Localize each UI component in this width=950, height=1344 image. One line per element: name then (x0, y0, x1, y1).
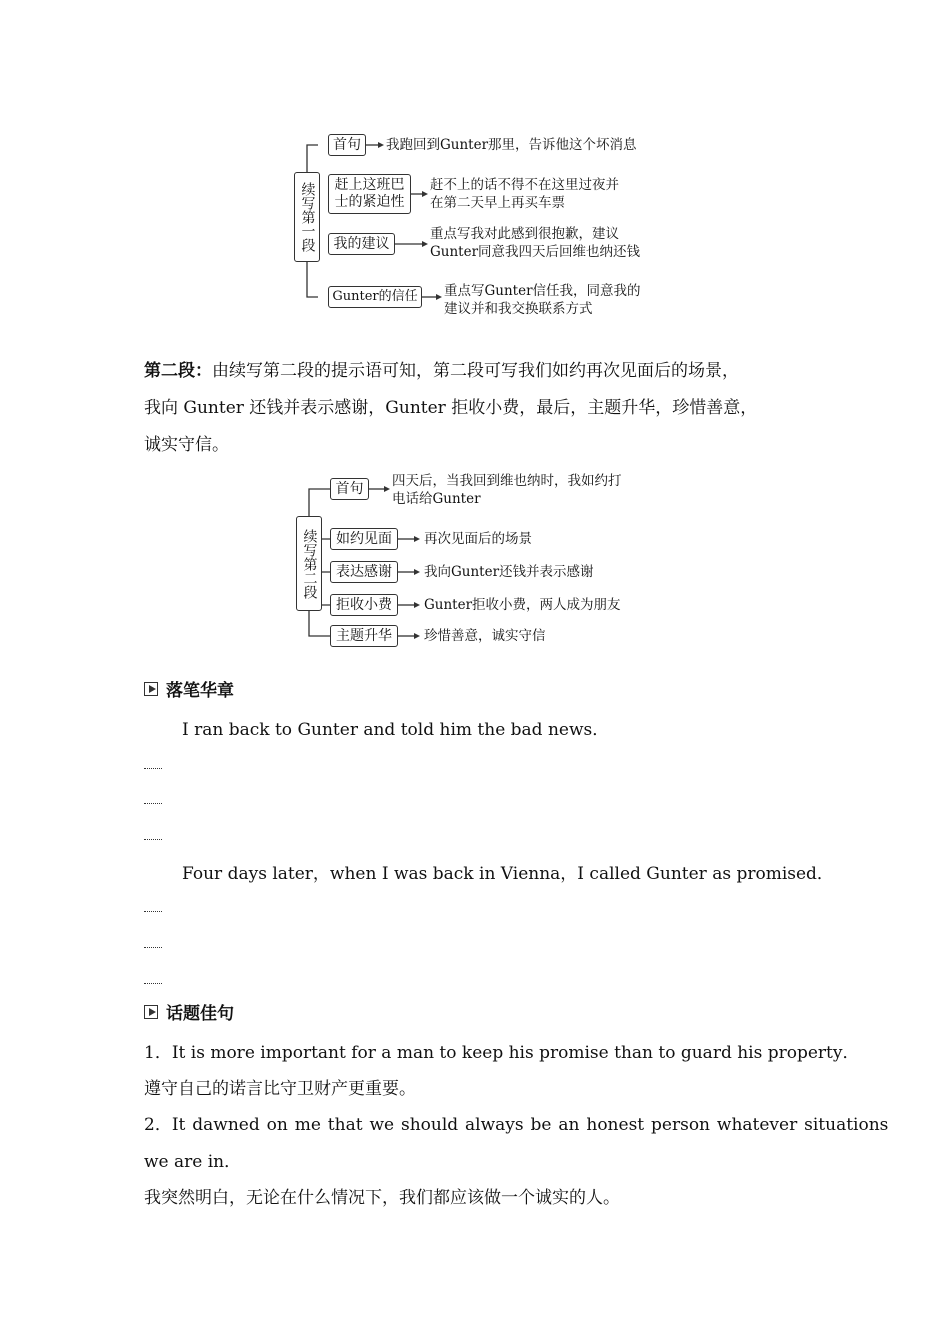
desc-line: 赶不上的话不得不在这里过夜并 (430, 177, 619, 193)
desc-line: 重点写Gunter信任我，同意我的 (444, 283, 641, 299)
desc-line: 在第二天早上再买车票 (430, 195, 565, 211)
play-icon (144, 682, 158, 696)
diagram-1-node-label-line: 赶上这班巴 (334, 177, 405, 193)
writing-blank-line[interactable] (144, 839, 162, 840)
desc-line: Gunter同意我四天后回维也纳还钱 (430, 244, 641, 260)
writing-blank-line[interactable] (144, 803, 162, 804)
topic-sentence-en: 1．It is more important for a man to keep his promise than to guard his property． (144, 1043, 860, 1063)
diagram-2-node-desc: Gunter拒收小费，两人成为朋友 (424, 597, 621, 613)
diagram-2-node-desc: 再次见面后的场景 (424, 531, 532, 547)
section-heading-writing (144, 676, 234, 701)
diagram-1-node-desc: 我跑回到Gunter那里，告诉他这个坏消息 (386, 137, 637, 153)
writing-blank-line[interactable] (144, 768, 162, 769)
section-title: 话题佳句 (166, 1004, 234, 1024)
diagram-1-node-label-line: 士的紧迫性 (334, 194, 405, 210)
desc-line: 建议并和我交换联系方式 (444, 301, 593, 317)
writing-start-sentence-2: Four days later，when I was back in Vienna，I called Gunter as promised． (182, 864, 834, 884)
diagram-2-node-desc: 珍惜善意，诚实守信 (424, 628, 546, 644)
play-icon (144, 1005, 158, 1019)
diagram-2-node-label: 表达感谢 (330, 561, 398, 583)
diagram-1-node-label: 首句 (328, 134, 366, 156)
topic-sentence-zh: 我突然明白，无论在什么情况下，我们都应该做一个诚实的人。 (144, 1188, 620, 1208)
diagram-2-node-label: 主题升华 (330, 625, 398, 647)
diagram-1-node-label: 我的建议 (328, 233, 395, 255)
paragraph-2-line-3: 诚实守信。 (144, 435, 229, 455)
topic-sentence-zh: 遵守自己的诺言比守卫财产更重要。 (144, 1079, 416, 1099)
paragraph-2-label: 第二段： (144, 361, 212, 381)
section-title: 落笔华章 (166, 681, 234, 701)
diagram-2-root: 续写第二段 (296, 516, 322, 611)
writing-blank-line[interactable] (144, 947, 162, 948)
paragraph-2-text: 由续写第二段的提示语可知，第二段可写我们如约再次见面后的场景， (212, 361, 739, 381)
desc-line: 电话给Gunter (392, 491, 481, 507)
writing-start-sentence-1: I ran back to Gunter and told him the bad news． (182, 720, 610, 740)
section-heading-sentences (144, 999, 234, 1024)
diagram-1-node-label: Gunter的信任 (328, 286, 422, 308)
topic-sentence-en-cont: we are in． (144, 1152, 242, 1172)
diagram-1-root: 续写第一段 (294, 172, 320, 262)
diagram-2-node-label: 首句 (330, 478, 369, 500)
diagram-2-node-desc: 我向Gunter还钱并表示感谢 (424, 564, 594, 580)
diagram-2-node-label: 拒收小费 (330, 594, 398, 616)
desc-line: 重点写我对此感到很抱歉，建议 (430, 226, 619, 242)
writing-blank-line[interactable] (144, 911, 162, 912)
diagram-2-node-label: 如约见面 (330, 528, 398, 550)
writing-blank-line[interactable] (144, 983, 162, 984)
desc-line: 四天后，当我回到维也纳时，我如约打 (392, 473, 622, 489)
topic-sentence-en: 2．It dawned on me that we should always be an honest person whatever situations (144, 1115, 889, 1135)
diagram-2-node-desc (392, 472, 622, 508)
paragraph-2-line-2: 我向 Gunter 还钱并表示感谢，Gunter 拒收小费，最后，主题升华，珍惜善意， (144, 398, 758, 418)
